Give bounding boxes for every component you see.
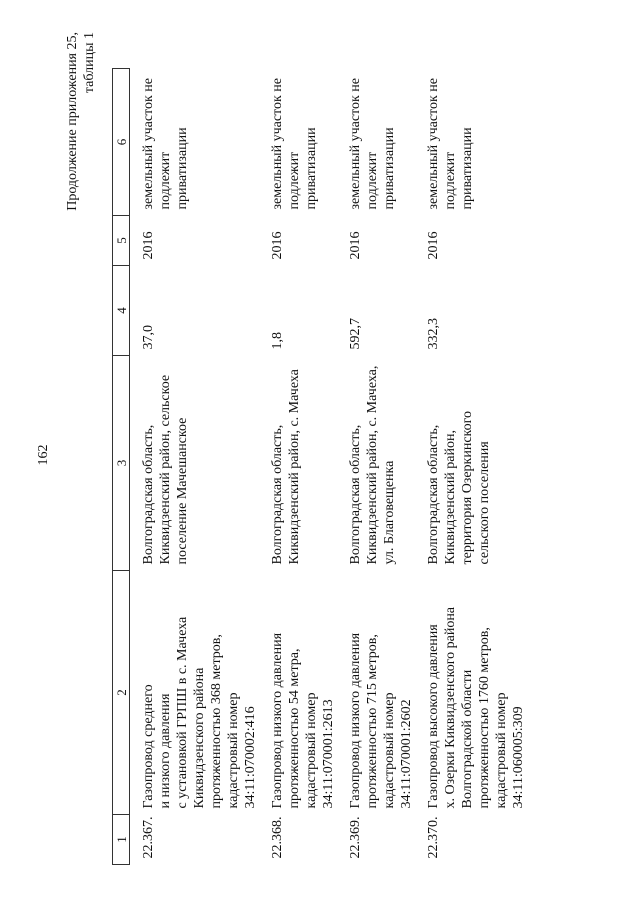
header-row — [113, 69, 130, 865]
object-name — [415, 571, 527, 815]
name-line: 34:11:060005:309 — [511, 706, 526, 809]
name-line: 34:11:070001:2613 — [321, 699, 336, 809]
continuation-title — [64, 32, 98, 352]
object-value: 332,3 — [426, 318, 441, 350]
object-note: земельный участок не подлежит приватизации — [348, 78, 397, 210]
name-line: х. Озерки Киквидзенского района — [443, 606, 458, 809]
object-address: Волгоградская область, Киквидзенский район, с. Мачеха, ул. Благовещенка — [348, 365, 397, 565]
page-number: 162 — [36, 444, 51, 466]
row-number: 22.369. — [348, 816, 363, 859]
name-line: протяженностью 54 метра, — [287, 648, 302, 809]
name-line: Газопровод высокого давления — [426, 624, 441, 809]
name-line: протяженностью 715 метров, — [365, 634, 380, 809]
object-value: 1,8 — [270, 332, 285, 350]
object-address: Волгоградская область, Киквидзенский район, территория Озеркинского сельского поселения — [426, 410, 492, 565]
name-line: кадастровый номер — [494, 692, 509, 809]
name-line: 34:11:070002:416 — [243, 706, 258, 809]
object-name — [337, 571, 415, 815]
object-year: 2016 — [270, 231, 285, 260]
objects-table — [112, 68, 527, 865]
header-col-6: 6 — [113, 69, 130, 216]
header-col-1: 1 — [113, 815, 130, 865]
header-col-2: 2 — [113, 571, 130, 815]
row-number: 22.367. — [141, 816, 156, 859]
name-line: Газопровод среднего — [141, 684, 156, 809]
object-name — [130, 571, 260, 815]
table-row — [415, 69, 527, 865]
name-line: Газопровод низкого давления — [270, 632, 285, 809]
continuation-title-line2: таблицы 1 — [82, 32, 97, 94]
continuation-title-line1: Продолжение приложения 25, — [65, 32, 80, 211]
header-col-5: 5 — [113, 216, 130, 266]
name-line: и низкого давления — [158, 693, 173, 809]
row-number: 22.368. — [270, 816, 285, 859]
name-line: кадастровый номер — [304, 692, 319, 809]
name-line: Волгоградской области — [460, 669, 475, 809]
name-line: протяженностью 1760 метров, — [477, 627, 492, 809]
name-line: Газопровод низкого давления — [348, 632, 363, 809]
object-year: 2016 — [348, 231, 363, 260]
object-year: 2016 — [426, 231, 441, 260]
name-line: кадастровый номер — [382, 692, 397, 809]
row-number: 22.370. — [426, 816, 441, 859]
name-line: кадастровый номер — [226, 692, 241, 809]
object-value: 592,7 — [348, 318, 363, 350]
name-line: протяженностью 368 метров, — [209, 634, 224, 809]
table-row — [130, 69, 260, 865]
table-row — [337, 69, 415, 865]
header-col-4: 4 — [113, 266, 130, 356]
object-value: 37,0 — [141, 325, 156, 350]
name-line: Киквидзенского района — [192, 667, 207, 809]
object-note: земельный участок не подлежит приватизации — [270, 78, 319, 210]
object-note: земельный участок не подлежит приватизации — [426, 78, 475, 210]
name-line: с установкой ГРПШ в с. Мачеха — [175, 616, 190, 809]
object-address: Волгоградская область, Киквидзенский район, с. Мачеха — [270, 369, 302, 565]
object-name — [259, 571, 337, 815]
object-note: земельный участок не подлежит приватизации — [141, 78, 190, 210]
name-line: 34:11:070001:2602 — [399, 699, 414, 809]
table-row — [259, 69, 337, 865]
object-year: 2016 — [141, 231, 156, 260]
object-address: Волгоградская область, Киквидзенский район, сельское поселение Мачешанское — [141, 374, 190, 565]
header-col-3: 3 — [113, 356, 130, 571]
